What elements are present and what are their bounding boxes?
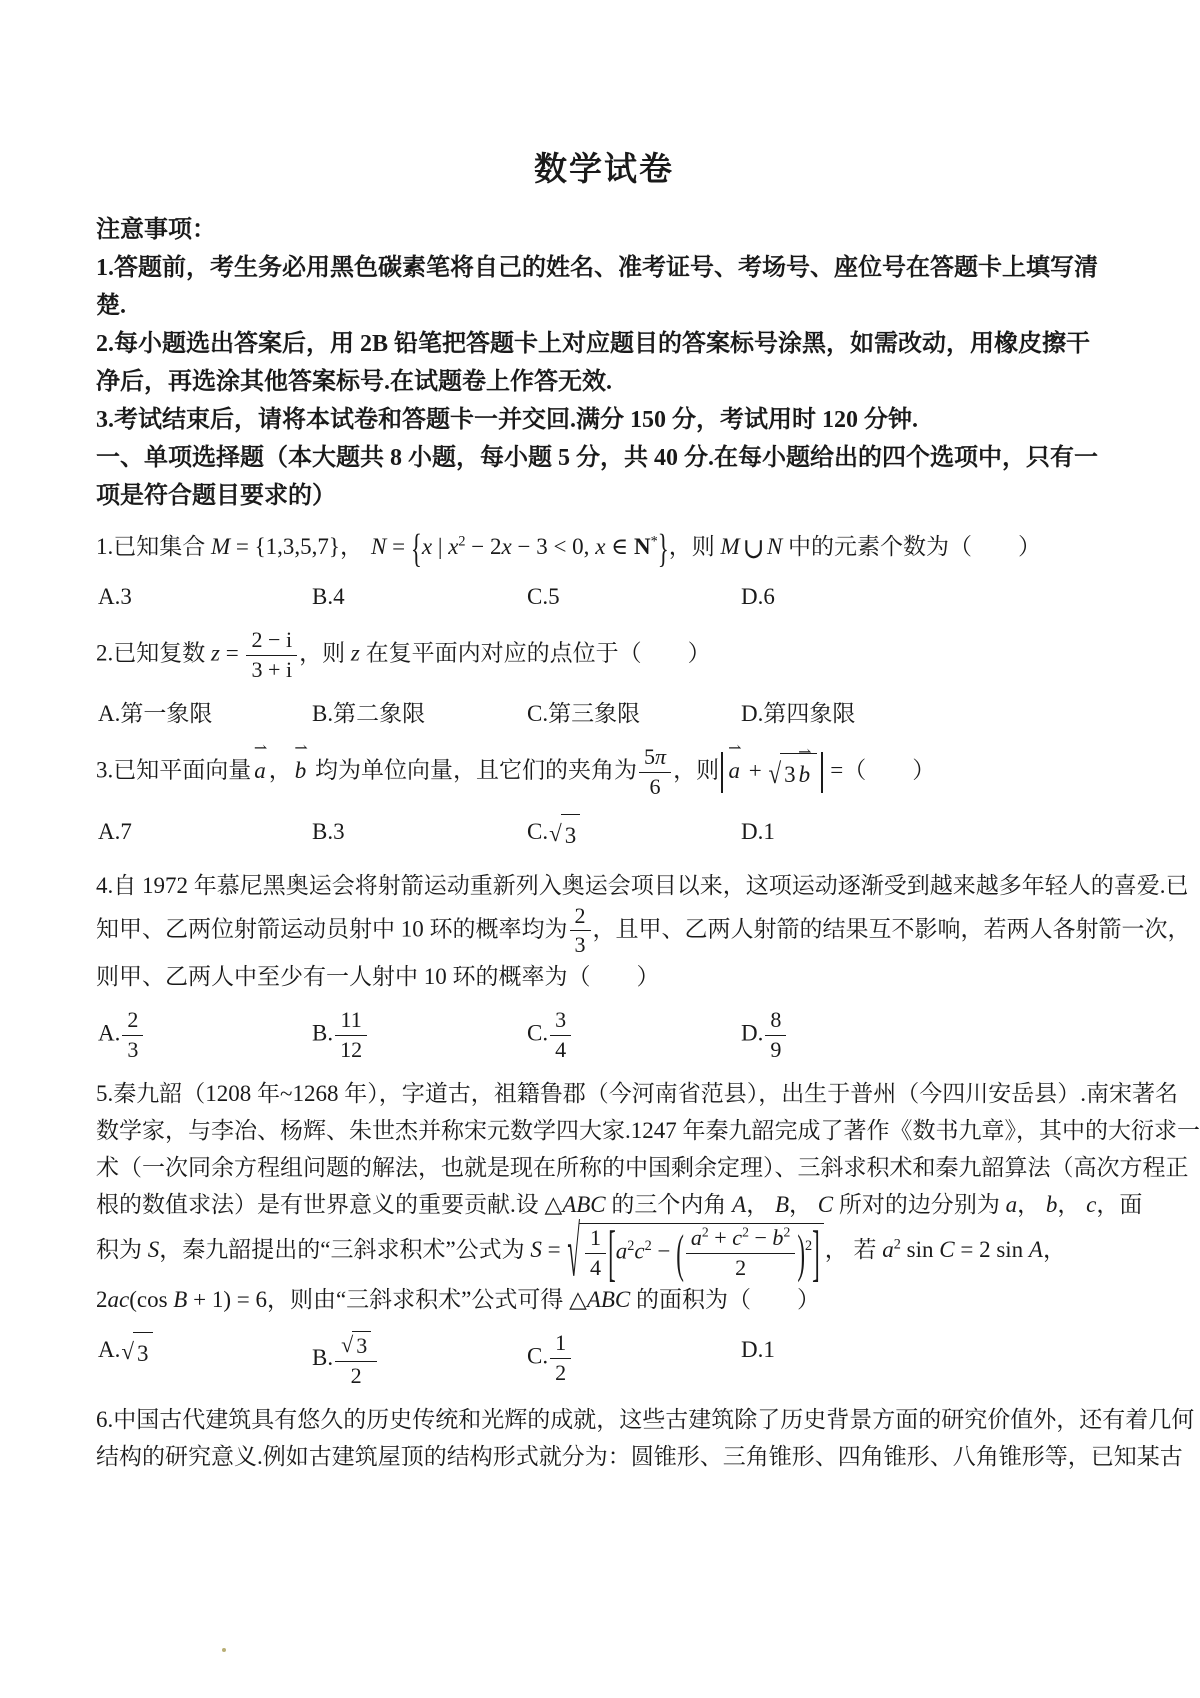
question-4-option-D bbox=[741, 1008, 1112, 1062]
fraction-denominator: 2 bbox=[555, 1359, 567, 1385]
math-fraction bbox=[333, 1331, 379, 1389]
question-3-option-D bbox=[741, 813, 1112, 854]
fraction-numerator bbox=[335, 1331, 377, 1362]
math-radical bbox=[768, 743, 817, 793]
fraction-denominator: 4 bbox=[555, 1036, 567, 1062]
fraction-numerator: $a^2 + c^2 - b^2$ bbox=[686, 1226, 795, 1254]
question-5-option-B bbox=[312, 1331, 527, 1389]
option-label: B. bbox=[312, 1344, 334, 1370]
question-5-option-A bbox=[98, 1331, 312, 1389]
math-variable: z bbox=[350, 640, 360, 666]
notice-item-1-line-2: 楚. bbox=[96, 293, 126, 319]
math-variable: C bbox=[817, 1192, 834, 1218]
option-label: A. bbox=[98, 1020, 121, 1046]
math-superscript: 2 bbox=[742, 1225, 749, 1241]
question-2-option-B bbox=[312, 695, 527, 732]
fraction-denominator: 12 bbox=[340, 1036, 363, 1062]
option-label: A. bbox=[98, 1336, 121, 1362]
question-5-stem-line-1: 5.秦九韶（1208 年~1268 年），字道古，祖籍鲁郡（今河南省范县），出生于普州（今四川安岳县）.南宋著名 bbox=[96, 1081, 1178, 1107]
fraction-denominator: 2 bbox=[735, 1255, 747, 1281]
option-content bbox=[763, 1007, 788, 1062]
math-variable: ac bbox=[107, 1286, 130, 1312]
math-stretch-delimiter: ) bbox=[797, 1224, 805, 1283]
question-5-stem-line-3: 术（一次同余方程组问题的解法，也就是现在所称的中国剩余定理）、三斜求积术和秦九韶算法（高次方程正 bbox=[96, 1155, 1189, 1181]
math-superscript: 2 bbox=[783, 1225, 791, 1241]
option-label: A. bbox=[98, 818, 121, 844]
question-1 bbox=[96, 528, 1112, 615]
question-5-option-C bbox=[527, 1331, 741, 1389]
fraction-denominator: 2 bbox=[350, 1362, 362, 1388]
option-label: C. bbox=[527, 584, 549, 609]
option-content: 第二象限 bbox=[333, 701, 426, 727]
math-radical bbox=[341, 1331, 371, 1359]
fraction-numerator: 1 bbox=[585, 1226, 606, 1254]
option-content: 第三象限 bbox=[548, 701, 641, 727]
fraction-numerator: 2 bbox=[570, 904, 591, 932]
fraction-numerator: 5π bbox=[639, 745, 671, 773]
absolute-value-bar bbox=[821, 752, 822, 793]
notice-section bbox=[96, 211, 1112, 439]
question-4-option-A bbox=[98, 1008, 312, 1062]
radical-sign-icon: √ bbox=[121, 1339, 134, 1365]
question-4-stem-line-1: 4.自 1972 年慕尼黑奥运会将射箭运动重新列入奥运会项目以来，这项运动逐渐受到越来越多年轻人的喜爱.已 bbox=[96, 872, 1189, 898]
question-4-options bbox=[98, 1008, 1112, 1062]
fraction-denominator: 3 bbox=[574, 932, 586, 958]
math-vector: ⇀ a bbox=[253, 739, 268, 783]
math-variable: ABC bbox=[586, 1286, 631, 1312]
vector-arrow-icon: ⇀ bbox=[294, 739, 308, 757]
option-label: B. bbox=[312, 701, 334, 727]
math-variable: A bbox=[732, 1192, 747, 1218]
option-content: 3 bbox=[120, 584, 132, 609]
question-3-option-B bbox=[312, 813, 527, 854]
option-content: 第一象限 bbox=[120, 701, 213, 727]
question-1-option-C bbox=[527, 578, 741, 615]
math-fraction bbox=[244, 628, 299, 682]
math-radical bbox=[567, 1213, 823, 1291]
absolute-value-content: ⇀ a + √ 3 ⇀ b bbox=[723, 752, 822, 793]
question-4-option-C bbox=[527, 1008, 741, 1062]
option-content bbox=[548, 1329, 573, 1385]
math-stretch-delimiter: ∪ bbox=[742, 533, 765, 565]
math-variable: x bbox=[421, 534, 433, 559]
radical-sign-icon: √ bbox=[341, 1331, 354, 1357]
fraction-numerator: 2 − i bbox=[246, 628, 297, 656]
math-fraction bbox=[333, 1008, 369, 1062]
option-content: 1 bbox=[763, 1336, 775, 1362]
option-label: D. bbox=[741, 701, 764, 727]
fraction-denominator: 9 bbox=[770, 1036, 782, 1062]
question-6-stem-line-1: 6.中国古代建筑具有悠久的历史传统和光辉的成就，这些古建筑除了历史背景方面的研究价值外，还有着几何 bbox=[96, 1407, 1195, 1433]
math-variable: c bbox=[634, 1238, 645, 1264]
option-content bbox=[333, 1331, 379, 1388]
fraction-numerator: 2 bbox=[122, 1008, 143, 1036]
math-variable: x bbox=[595, 534, 606, 559]
math-variable: N bbox=[766, 534, 783, 559]
radical-sign-icon: √ bbox=[549, 821, 562, 847]
radical-content: 3 ⇀ b bbox=[780, 753, 817, 793]
option-content: 第四象限 bbox=[763, 701, 856, 727]
question-1-options bbox=[98, 578, 1112, 615]
question-2-options bbox=[98, 695, 1112, 732]
page-title: 数学试卷 bbox=[534, 152, 674, 188]
math-variable: b bbox=[1045, 1192, 1058, 1218]
math-superscript: * bbox=[650, 533, 658, 550]
question-3 bbox=[96, 739, 1112, 853]
question-2-stem-line-1: 2.已知复数 z = $\frac{2 - i}{3 + i}$ ，则 z 在复平面内对应的点位于（ ） bbox=[96, 627, 711, 682]
question-4-stem-line-2: 知甲、乙两位射箭运动员射中 10 环的概率均为 $\frac{2}{3}$ ，且甲、乙两人射箭的结果互不影响，若两人各射箭一次， bbox=[96, 902, 1191, 958]
question-3-option-A bbox=[98, 813, 312, 854]
option-label: C. bbox=[527, 1020, 549, 1046]
option-label: B. bbox=[312, 818, 334, 844]
radical-content: 3 bbox=[561, 814, 581, 854]
question-5-option-D bbox=[741, 1331, 1112, 1389]
option-label: D. bbox=[741, 1020, 764, 1046]
math-radical bbox=[121, 1332, 152, 1372]
question-5 bbox=[96, 1075, 1200, 1388]
option-label: D. bbox=[741, 584, 764, 609]
question-5-options bbox=[98, 1331, 1112, 1389]
option-content: 6 bbox=[763, 584, 775, 609]
math-stretch-delimiter: [ bbox=[608, 1219, 616, 1288]
math-vector: ⇀ a bbox=[728, 740, 742, 784]
math-variable: A bbox=[1028, 1237, 1043, 1263]
math-variable: S bbox=[147, 1237, 160, 1263]
option-content: 1 bbox=[763, 818, 775, 844]
math-variable: N bbox=[370, 534, 387, 559]
math-variable: c bbox=[732, 1225, 743, 1251]
option-label: C. bbox=[527, 818, 549, 844]
math-stretch-delimiter: ] bbox=[812, 1219, 820, 1288]
math-stretch-delimiter: { bbox=[410, 526, 422, 571]
radical-content: 3 bbox=[133, 1332, 153, 1372]
question-4-option-B bbox=[312, 1008, 527, 1062]
option-content: 7 bbox=[120, 818, 132, 844]
math-superscript: 2 bbox=[804, 1238, 813, 1255]
math-fraction bbox=[548, 1008, 573, 1062]
option-content bbox=[120, 1337, 153, 1366]
math-variable: M bbox=[211, 534, 231, 559]
vector-arrow-icon: ⇀ bbox=[728, 740, 742, 758]
math-superscript: 2 bbox=[644, 1238, 652, 1255]
option-content bbox=[120, 1007, 145, 1062]
math-variable: C bbox=[939, 1237, 955, 1263]
section-one-heading bbox=[96, 439, 1112, 515]
questions-container bbox=[96, 526, 1200, 1475]
math-fraction bbox=[637, 745, 673, 799]
question-3-stem-line-1: 3.已知平面向量 ⇀ a ， ⇀ b 均为单位向量，且它们的夹角为 $\frac{5\pi}{6}$ ，则 ⇀ a + √ 3 ⇀ b =（ ） bbox=[96, 739, 936, 800]
option-label: C. bbox=[527, 1343, 549, 1369]
question-2-option-A bbox=[98, 695, 312, 732]
math-superscript: 2 bbox=[458, 533, 466, 550]
math-variable: M bbox=[720, 534, 740, 559]
option-label: B. bbox=[312, 584, 334, 609]
math-fraction bbox=[583, 1226, 608, 1280]
fraction-numerator: 11 bbox=[335, 1008, 367, 1036]
question-6 bbox=[96, 1401, 1195, 1475]
math-variable: b bbox=[772, 1225, 784, 1251]
notice-heading: 注意事项： bbox=[96, 217, 216, 243]
fraction-denominator: 6 bbox=[649, 774, 661, 800]
option-content: 4 bbox=[333, 584, 345, 609]
option-content bbox=[548, 1007, 573, 1062]
section-heading-line-1: 一、单项选择题（本大题共 8 小题，每小题 5 分，共 40 分.在每小题给出的四个选项中，只有一 bbox=[96, 445, 1098, 471]
question-1-option-A bbox=[98, 578, 312, 615]
question-5-stem-line-4: 根的数值求法）是有世界意义的重要贡献.设 △ABC 的三个内角 A， B， C 所对的边分别为 a， b， c，面 bbox=[96, 1192, 1143, 1218]
fraction-numerator: 8 bbox=[765, 1008, 786, 1036]
math-variable: ABC bbox=[562, 1192, 606, 1218]
question-5-stem-line-5: 积为 S，秦九韶提出的“三斜求积术”公式为 S = √ $\frac{1}{4}$ [$a^2c^2$ − ( $\frac{a^2 + c^2 - b^2}{2}$ )$^2$] ， 若 $a^2$ sin C = 2 sin A， bbox=[96, 1213, 1066, 1291]
radical-content: $\frac{1}{4}$ [$a^2c^2$ − ( $\frac{a^2 + c^2 - b^2}{2}$ )$^2$] bbox=[579, 1223, 824, 1280]
option-label: C. bbox=[527, 701, 549, 727]
notice-item-3-line-1: 3.考试结束后，请将本试卷和答题卡一并交回.满分 150 分，考试用时 120 分钟. bbox=[96, 407, 918, 433]
option-content: 5 bbox=[548, 584, 560, 609]
question-1-stem-line-1: 1.已知集合 M = {1,3,5,7}， N = {x | $x^2 - 2x - 3 < 0$, x ∈ N*}，则 M ∪ N 中的元素个数为（ ） bbox=[96, 526, 1042, 571]
math-variable: c bbox=[1086, 1192, 1097, 1218]
question-3-options bbox=[98, 813, 1112, 854]
notice-items bbox=[96, 249, 1112, 439]
question-1-option-D bbox=[741, 578, 1112, 615]
option-label: A. bbox=[98, 701, 121, 727]
vector-arrow-icon: ⇀ bbox=[253, 739, 268, 757]
math-radical bbox=[549, 814, 580, 854]
math-fraction bbox=[568, 904, 593, 958]
math-superscript: 2 bbox=[627, 1238, 635, 1255]
question-2-option-C bbox=[527, 695, 741, 732]
question-5-stem-line-6: 2ac(cos B + 1) = 6，则由“三斜求积术”公式可得 △ABC 的面积为（ ） bbox=[96, 1286, 821, 1312]
math-absolute-value bbox=[721, 740, 822, 793]
math-variable: z bbox=[211, 640, 220, 666]
question-4-stem-line-3: 则甲、乙两人中至少有一人射中 10 环的概率为（ ） bbox=[96, 964, 660, 990]
fraction-denominator: 3 bbox=[127, 1036, 139, 1062]
math-variable: a bbox=[690, 1225, 702, 1251]
radical-sign-icon: √ bbox=[768, 757, 782, 789]
fraction-numerator: 3 bbox=[550, 1008, 571, 1036]
notice-item-1-line-1: 1.答题前，考生务必用黑色碳素笔将自己的姓名、准考证号、考场号、座位号在答题卡上填写清 bbox=[96, 255, 1098, 281]
question-1-option-B bbox=[312, 578, 527, 615]
math-stretch-delimiter: } bbox=[657, 526, 669, 571]
math-fraction bbox=[684, 1226, 797, 1280]
math-variable: x bbox=[501, 534, 512, 559]
option-content: 3 bbox=[333, 818, 345, 844]
notice-item-2-line-2: 净后，再选涂其他答案标号.在试题卷上作答无效. bbox=[96, 369, 612, 395]
math-variable: a bbox=[1005, 1192, 1018, 1218]
option-content bbox=[333, 1007, 369, 1062]
math-variable: B bbox=[173, 1286, 188, 1312]
fraction-numerator: 1 bbox=[550, 1331, 571, 1359]
radical-content: 3 bbox=[352, 1331, 371, 1359]
math-vector: ⇀ b bbox=[798, 743, 812, 788]
option-content bbox=[548, 819, 581, 848]
option-label: B. bbox=[312, 1020, 334, 1046]
option-label: D. bbox=[741, 818, 764, 844]
math-variable: S bbox=[530, 1237, 542, 1263]
fraction-denominator: 3 + i bbox=[251, 656, 293, 682]
math-variable: π bbox=[655, 744, 667, 770]
question-3-option-C bbox=[527, 813, 741, 854]
math-stretch-delimiter: ( bbox=[676, 1224, 684, 1283]
question-2 bbox=[96, 628, 1112, 732]
math-superscript: 2 bbox=[893, 1236, 901, 1253]
question-5-stem-line-2: 数学家，与李冶、杨辉、朱世杰并称宋元数学四大家.1247 年秦九韶完成了著作《数书九章》，其中的大衍求一 bbox=[96, 1118, 1200, 1144]
option-label: A. bbox=[98, 584, 121, 609]
fraction-denominator: 4 bbox=[590, 1255, 602, 1281]
section-heading-line-2: 项是符合题目要求的） bbox=[96, 483, 336, 509]
radical-sign-icon: √ bbox=[567, 1213, 581, 1291]
vector-arrow-icon: ⇀ bbox=[798, 743, 812, 761]
math-fraction bbox=[763, 1008, 788, 1062]
math-fraction bbox=[120, 1008, 145, 1062]
math-set-symbol: N bbox=[633, 534, 651, 559]
math-fraction bbox=[548, 1331, 573, 1385]
math-vector: ⇀ b bbox=[294, 739, 308, 783]
question-6-stem-line-2: 结构的研究意义.例如古建筑屋顶的结构形式就分为：圆锥形、三角锥形、四角锥形、八角锥形等，已知某古 bbox=[96, 1444, 1183, 1470]
question-2-option-D bbox=[741, 695, 1112, 732]
math-variable: a bbox=[882, 1237, 894, 1263]
math-variable: x bbox=[448, 534, 459, 559]
math-variable: a bbox=[615, 1238, 628, 1264]
math-variable: B bbox=[774, 1192, 790, 1218]
scan-artifact-dot bbox=[222, 1648, 226, 1652]
question-4 bbox=[96, 867, 1191, 1063]
option-label: D. bbox=[741, 1336, 764, 1362]
notice-item-2-line-1: 2.每小题选出答案后，用 2B 铅笔把答题卡上对应题目的答案标号涂黑，如需改动，用橡皮擦干 bbox=[96, 331, 1091, 357]
math-superscript: 2 bbox=[701, 1225, 709, 1241]
